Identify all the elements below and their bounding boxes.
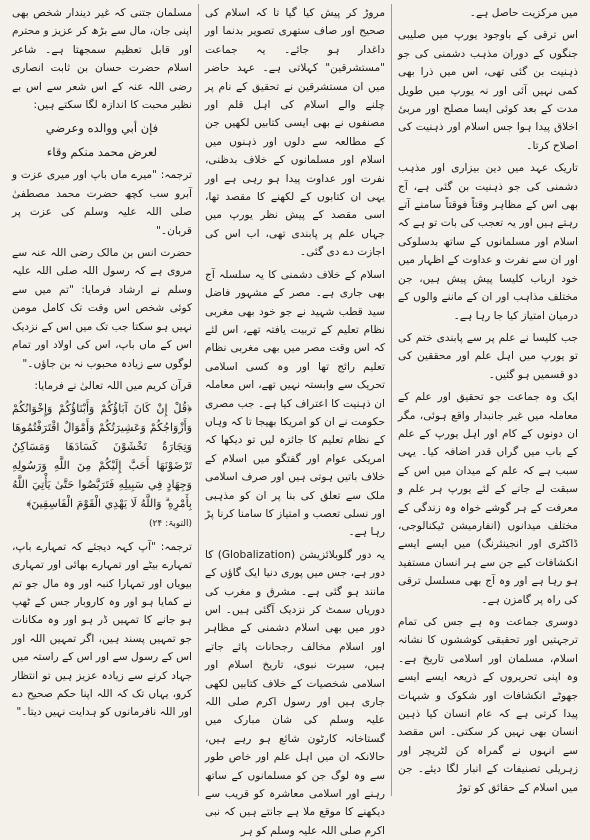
article-column-1 [392,4,584,796]
paragraph-intro: مسلمان جتنی کہ غیر دیندار شخص بھی اپنی جان، مال سے بڑھ کر عزیز و محترم اور قابل تعظیم سمجھتا ہے۔ شاعر اسلام حضرت حسان بن ثابت انصاری رضی اللہ عنہ کے اس شعر سے اس بے نظیر محبت کا اندازہ لگا سکتے ہیں: [12,7,192,112]
arabic-verse-line-2: لعرض محمد منكم وقاء [46,145,158,160]
verse-translation: ترجمہ: "میرے ماں باپ اور میری عزت و آبرو سب کچھ حضرت محمد مصطفیٰ صلی اللہ علیہ وسلم کی عزت پر قربان۔" [12,169,192,237]
paragraph: دوسری جماعت وہ ہے جس کی تمام ترجہتیں اور تحقیقی کوششوں کا نشانہ اسلام، مسلمان اور اسلامی تاریخ ہے۔ وہ اپنی تحریروں کے ذریعہ ایسے ایسے جھوٹے انکشافات اور شکوک و شبہات پیدا کرتی ہے کہ عام انسان کیا ذہین انسان بھی نہیں کر سکتی۔ اس مقصد سے انہوں نے گمراہ کن لٹریچر اور زہریلی تصنیفات کے انبار لگا دیئے۔ جن میں اسلام کے حقائق کو توڑ [398,616,578,794]
article-column-3 [6,4,199,796]
paragraph: میں مرکزیت حاصل ہے۔ [469,7,578,19]
paragraph: تاریک عہد میں دین بیزاری اور مذہب دشمنی کی جو ذہنیت بن گئی ہے، آج بھی اس کے مظاہر وقتاً فوقتاً سامنے آتے رہتے ہیں اور یہ تعجب کی بات تو ہے کہ اسلام اور مسلمانوں کے ساتھ بدسلوکی اور ان سے نفرت و عداوت کے اظہار میں خود ارباب کلیسا پیش پیش ہیں، جن مختلف مذاہب اور ان کے ماننے والوں کے درمیان امتیاز کیا جا رہا ہے۔ [398,162,578,322]
paragraph: جب کلیسا نے علم پر سے پابندی ختم کی تو یورپ میں اہل علم اور محققین کی دو قسمیں ہو گئیں۔ [398,331,578,381]
quran-translation: ترجمہ: "آپ کہہ دیجئے کہ تمہارے باپ، تمہارے بیٹے اور تمہارے بھائی اور تمہاری بیویاں اور تمہارا کنبہ اور وہ مال جو تم نے کمایا ہو اور وہ کاروبار جس کے ٹھپ ہو جانے کا تمہیں ڈر ہو اور وہ مکانات جو تمہیں پسند ہیں، اگر تمہیں اللہ اور اس کے رسول سے اور اس کے راستہ میں جہاد کرنے سے زیادہ عزیز ہیں تو انتظار کرو، یہاں تک کہ اللہ اپنا حکم صحیح دے اور اللہ نافرمانوں کو ہدایت نہیں دیتا۔" [12,540,192,719]
quran-reference: (التوبۃ: ۲۴) [149,519,192,530]
quran-verse: ﴿قُلْ إِنْ كَانَ آبَاؤُكُمْ وَأَبْنَاؤُكُمْ وَإِخْوَانُكُمْ وَأَزْوَاجُكُمْ وَعَشِيرَتُكُمْ وَأَمْوَالٌ اقْتَرَفْتُمُوهَا وَتِجَارَةٌ تَخْشَوْنَ كَسَادَهَا وَمَسَاكِنُ تَرْضَوْنَهَا أَحَبَّ إِلَيْكُمْ مِنَ اللَّهِ وَرَسُولِهِ وَجِهَادٍ فِي سَبِيلِهِ فَتَرَبَّصُوا حَتَّىٰ يَأْتِيَ اللَّهُ بِأَمْرِهِ ۗ وَاللَّهُ لَا يَهْدِي الْقَوْمَ الْفَاسِقِينَ﴾ [12,402,192,511]
paragraph: مروڑ کر پیش کیا گیا تا کہ اسلام کی صحیح اور صاف ستھری تصویر بدنما اور داغدار ہو جائے۔ یہ جماعت "مستشرقین" کہلاتی ہے۔ عہد حاضر میں ان مستشرقین نے تحقیق کے نام پر چلنے والے اسلام کی اہل قلم اور مصنفوں نے بھی ایسی کتابیں لکھیں جن کے مطالعہ سے دلوں اور ذہنوں میں اسلام اور مسلمانوں کے خلاف بدظنی، نفرت اور عداوت پیدا ہو رہی ہے اور یہی ان کتابوں کے لکھنے کا مقصد تھا، اسی مقصد کے پیش نظر یورپ میں جہاں علم پر پابندی تھی، اب اس کی اجازت دے دی گئی۔ [205,7,385,259]
arabic-verse-line-1: فإن أبي ووالده وعرضي [45,121,159,136]
quran-intro: قرآن کریم میں اللہ تعالیٰ نے فرمایا: [34,379,192,392]
paragraph: اس ترقی کے باوجود یورپ میں صلیبی جنگوں کے دوران مذہب دشمنی کی جو ذہنیت بن گئی تھی، اس میں ذرا بھی کمی نہیں آئی اور نہ یورپ میں طویل مدت کے بعد کوئی ایسا مصلح اور مربیٔ اخلاق پیدا ہوا جس اسلام اور ذہنیت کی اصلاح کرتا۔ [398,29,578,152]
paragraph: اسلام کے خلاف دشمنی کا یہ سلسلہ آج بھی جاری ہے۔ مصر کے مشہور فاضل سید قطب شہید نے جو خود بھی مغربی نظام تعلیم کے تربیت یافتہ تھے، اس لئے کہ اس وقت مصر میں بھی مغربی نظام تعلیم رائج تھا اور وہ کسی اسلامی تحریک سے وابستہ نہیں تھے، اس معاملہ ان ذہنیت کا اعتراف کیا ہے۔ جب مصری حکومت نے ان کو امریکا بھیجا تا کہ وہاں کے نظام تعلیم کا جائزہ لیں تو دیکھا کہ امریکی عوام اور گفتگو میں اسلام کے خلاف باتیں ہوتی ہیں اور صرف اسلامی ملک سے تعلق کی بنا پر ان کو مذہبی اور نسلی تعصب و امتیاز کا سامنا کرنا پڑ رہا ہے۔ [205,268,385,539]
article-column-2 [199,4,392,837]
paragraph: ایک وہ جماعت جو تحقیق اور علم کے معاملہ میں غیر جانبدار واقع ہوئی، مگر ان دونوں کے کام اور اہل یورپ کے علم کے باب میں گراں قدر اضافہ کیا۔ یہی سبب ہے کہ علم کے میدان میں اس کے سبقت لے جانے کے لئے یورپ ہر علم و معرفت کے ہر گوشے خواہ وہ زندگی کے مختلف میدانوں (انفارمیشن ٹیکنالوجی، ڈاکٹری اور انجینئرنگ) میں ایسے ایسے انکشافات کیے جن سے ہر انسان مستفید ہو رہا ہے اور وہ آج بھی مسلسل ترقی کی راہ پر گامزن ہے۔ [398,391,578,606]
paragraph: یہ دور گلوبلائزیشن (Globalization) کا دور ہے، جس میں پوری دنیا ایک گاؤں کے مانند ہو گئی ہے۔ مشرق و مغرب کی دوریاں سمٹ کر نزدیک آگئی ہیں۔ اس دور میں بھی اسلام دشمنی کے مظاہر اور اسلام مخالف رجحانات پائے جاتے ہیں، سیرت نبوی، تاریخ اسلام اور اسلامی شخصیات کے خلاف کتابیں لکھی جاری ہیں اور رسول اکرم صلی اللہ علیہ وسلم کی شان مبارک میں گستاخانہ کارٹون شائع ہو رہے ہیں، حالانکہ ان میں اہل علم اور خاص طور سے وہ لوگ جن کو مسلمانوں کے ساتھ رہنے اور اسلامی معاشرہ کو قریب سے دیکھنے کا موقع ملا ہے جانتے ہیں کہ نبی اکرم صلی اللہ علیہ وسلم کو ہر [205,548,386,837]
hadith-paragraph: حضرت انس بن مالک رضی اللہ عنہ سے مروی ہے کہ رسول اللہ صلی اللہ علیہ وسلم نے ارشاد فرمایا: "تم میں سے کوئی شخص اس وقت تک کامل مومن نہیں ہو سکتا جب تک میں اس کے نزدیک اس کے ماں باپ، اس کی اولاد اور تمام لوگوں سے زیادہ محبوب نہ بن جاؤں۔" [12,247,192,370]
